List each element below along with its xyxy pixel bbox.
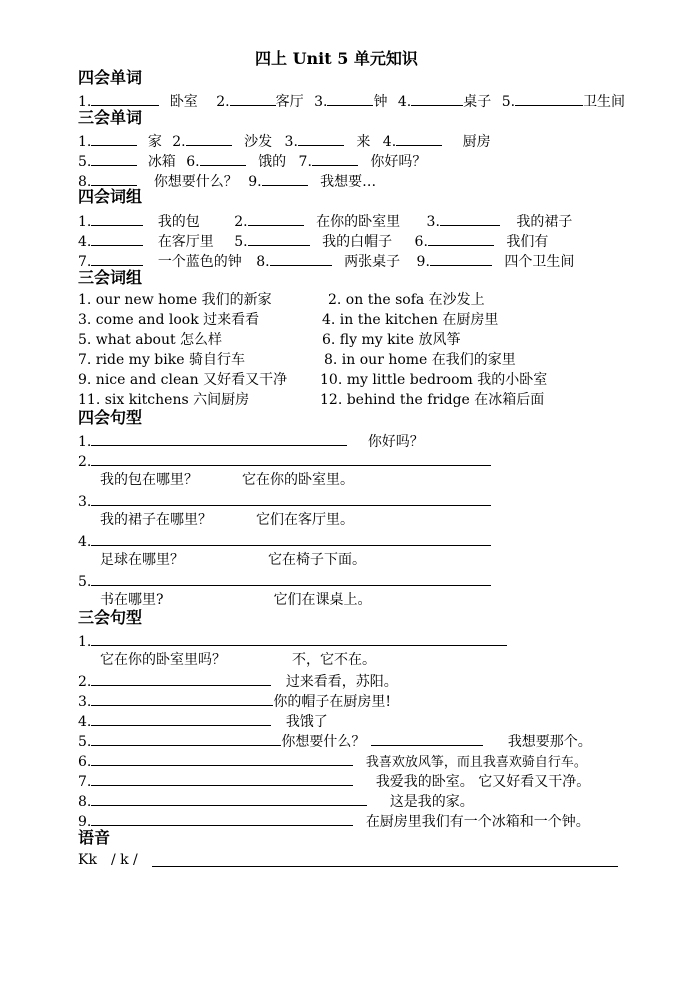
answer-blank[interactable] — [91, 131, 137, 146]
answer-blank[interactable] — [440, 211, 500, 226]
answer-blank[interactable] — [186, 131, 232, 146]
answer-blank[interactable] — [248, 231, 310, 246]
answer-line[interactable] — [91, 791, 367, 806]
answer-line[interactable] — [91, 531, 491, 546]
answer-line[interactable] — [91, 731, 281, 746]
answer-line[interactable] — [91, 691, 273, 706]
answer-blank[interactable] — [515, 91, 583, 106]
section-heading: 四会单词 — [78, 68, 143, 87]
answer-line[interactable] — [91, 631, 507, 646]
section-heading: 语音 — [78, 828, 111, 847]
sentence-row: 5. 你想要什么？ 我想要那个。 — [78, 731, 592, 751]
sentence-row: 3. — [78, 491, 491, 511]
answer-blank[interactable] — [312, 151, 358, 166]
answer-line[interactable] — [91, 751, 353, 766]
answer-line[interactable] — [91, 771, 353, 786]
phrase-item: 11. six kitchens 六间厨房 — [78, 392, 250, 408]
answer-blank[interactable] — [411, 91, 463, 106]
phrase-item: 2. on the sofa 在沙发上 — [328, 292, 485, 308]
phrase-row: 4. 在客厅里 5. 我的白帽子 6. 我们有 — [78, 231, 548, 251]
answer-blank[interactable] — [91, 231, 143, 246]
sentence-prompt: 足球在哪里？ 它在椅子下面。 — [100, 552, 366, 568]
sentence-row: 4. — [78, 531, 491, 551]
answer-blank[interactable] — [91, 251, 143, 266]
answer-blank[interactable] — [91, 211, 143, 226]
sentence-row: 1. — [78, 631, 507, 651]
section-heading: 三会词组 — [78, 268, 143, 287]
phrase-item: 5. what about 怎么样 — [78, 332, 223, 348]
phrase-item: 7. ride my bike 骑自行车 — [78, 352, 245, 368]
answer-blank[interactable] — [428, 231, 494, 246]
sentence-prompt: 书在哪里? 它们在课桌上。 — [100, 592, 372, 608]
phrase-item: 1. our new home 我们的新家 — [78, 292, 272, 308]
answer-line[interactable] — [91, 431, 347, 446]
answer-blank[interactable] — [248, 211, 304, 226]
answer-blank[interactable] — [396, 131, 442, 146]
section-heading: 四会词组 — [78, 187, 143, 206]
phrase-row: 1. 我的包 2. 在你的卧室里 3. 我的裙子 — [78, 211, 572, 231]
sentence-row: 3. 你的帽子在厨房里! — [78, 691, 391, 711]
vocab-row: 8. 你想要什么？ 9. 我想要… — [78, 171, 376, 191]
answer-line[interactable] — [152, 866, 618, 867]
sentence-row: 4. 我饿了 — [78, 711, 328, 731]
section-heading: 三会单词 — [78, 108, 143, 127]
answer-blank[interactable] — [298, 131, 344, 146]
sentence-row: 7. 我爱我的卧室。 它又好看又干净。 — [78, 771, 590, 791]
sentence-row: 8. 这是我的家。 — [78, 791, 474, 811]
answer-blank[interactable] — [262, 171, 308, 186]
sentence-row: 1. 你好吗？ — [78, 431, 424, 451]
page-title: 四上 Unit 5 单元知识 — [255, 49, 418, 68]
vocab-row: 1. 卧室 2. 客厅 3. 钟 4. 桌子 5. 卫生间 — [78, 91, 625, 111]
answer-line[interactable] — [371, 731, 483, 746]
sentence-row: 6. 我喜欢放风筝，而且我喜欢骑自行车。 — [78, 751, 587, 772]
answer-blank[interactable] — [270, 251, 332, 266]
answer-line[interactable] — [91, 711, 271, 726]
section-heading: 四会句型 — [78, 408, 143, 427]
sentence-row: 2. 过来看看，苏阳。 — [78, 671, 398, 691]
answer-line[interactable] — [91, 811, 353, 826]
sentence-row: 5. — [78, 571, 491, 591]
sentence-prompt: 我的裙子在哪里？ 它们在客厅里。 — [100, 512, 354, 528]
phrase-item: 4. in the kitchen 在厨房里 — [322, 312, 499, 328]
answer-blank[interactable] — [91, 171, 137, 186]
answer-blank[interactable] — [91, 91, 159, 106]
phrase-item: 10. my little bedroom 我的小卧室 — [320, 372, 548, 388]
sentence-prompt: 它在你的卧室里吗？ 不，它不在。 — [100, 652, 376, 668]
answer-blank[interactable] — [327, 91, 373, 106]
phrase-item: 8. in our home 在我们的家里 — [324, 352, 516, 368]
answer-blank[interactable] — [200, 151, 246, 166]
answer-line[interactable] — [91, 571, 491, 586]
phonics-row: Kk / k / — [78, 852, 138, 868]
phrase-item: 12. behind the fridge 在冰箱后面 — [320, 392, 545, 408]
phrase-row: 7. 一个蓝色的钟 8. 两张桌子 9. 四个卫生间 — [78, 251, 574, 271]
phrase-item: 6. fly my kite 放风筝 — [322, 332, 461, 348]
answer-blank[interactable] — [430, 251, 492, 266]
answer-line[interactable] — [91, 671, 271, 686]
sentence-row: 2. — [78, 451, 491, 471]
phrase-item: 3. come and look 过来看看 — [78, 312, 260, 328]
answer-line[interactable] — [91, 491, 491, 506]
sentence-prompt: 我的包在哪里？ 它在你的卧室里。 — [100, 472, 354, 488]
section-heading: 三会句型 — [78, 608, 143, 627]
sentence-row: 9. 在厨房里我们有一个冰箱和一个钟。 — [78, 811, 590, 831]
vocab-row: 1. 家 2. 沙发 3. 来 4. 厨房 — [78, 131, 491, 151]
phrase-item: 9. nice and clean 又好看又干净 — [78, 372, 288, 388]
vocab-row: 5. 冰箱 6. 饿的 7. 你好吗？ — [78, 151, 426, 171]
answer-line[interactable] — [91, 451, 491, 466]
answer-blank[interactable] — [91, 151, 137, 166]
answer-blank[interactable] — [230, 91, 276, 106]
